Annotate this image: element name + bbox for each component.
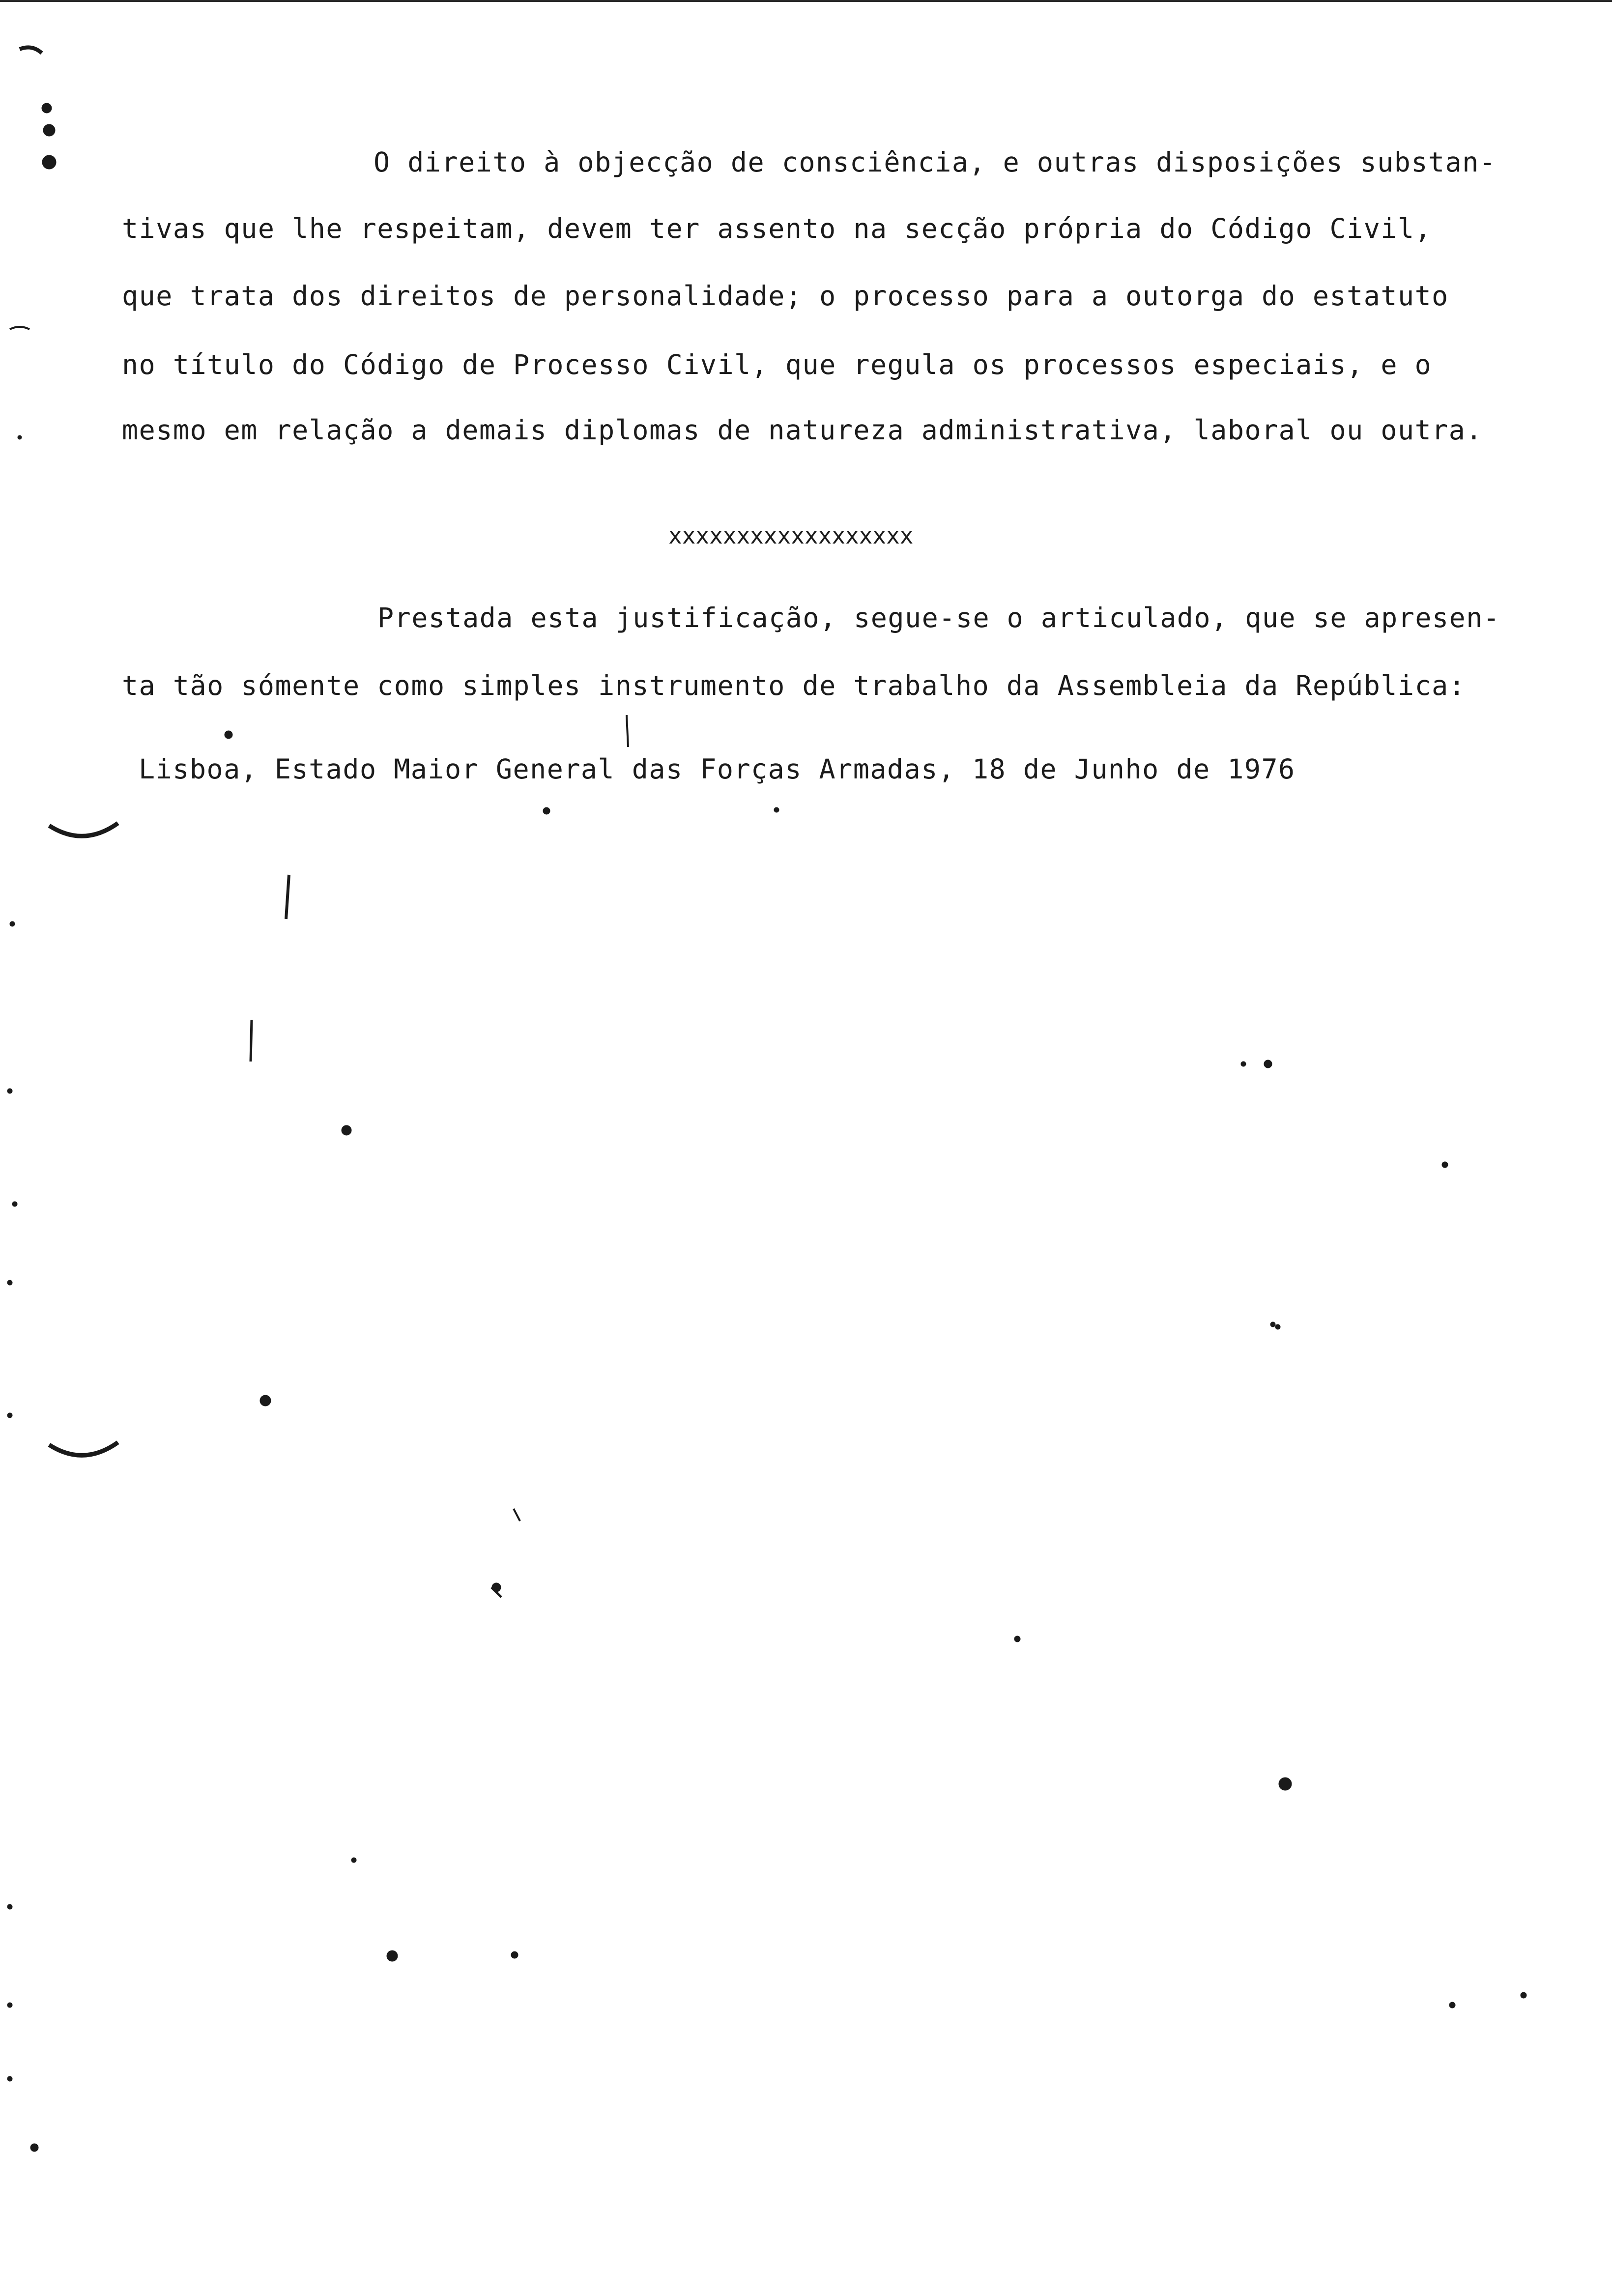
paragraph1-line2: tivas que lhe respeitam, devem ter assento na secção própria do Código Civil,: [122, 213, 1432, 244]
paragraph1-line3: que trata dos direitos de personalidade; o processo para a outorga do estatuto: [122, 280, 1449, 312]
section-separator: xxxxxxxxxxxxxxxxxx: [668, 522, 914, 549]
paragraph1-line4: no título do Código de Processo Civil, que regula os processos especiais, e o: [122, 349, 1432, 380]
paragraph2-line1: Prestada esta justificação, segue-se o articulado, que se apresen-: [377, 602, 1500, 633]
paragraph1-line5: mesmo em relação a demais diplomas de natureza administrativa, laboral ou outra.: [122, 414, 1483, 446]
paragraph2-line2: ta tão sómente como simples instrumento de trabalho da Assembleia da República:: [122, 670, 1466, 701]
paragraph1-line1: O direito à objecção de consciência, e outras disposições substan-: [374, 146, 1497, 178]
signature-line: Lisboa, Estado Maior General das Forças Armadas, 18 de Junho de 1976: [139, 753, 1295, 785]
